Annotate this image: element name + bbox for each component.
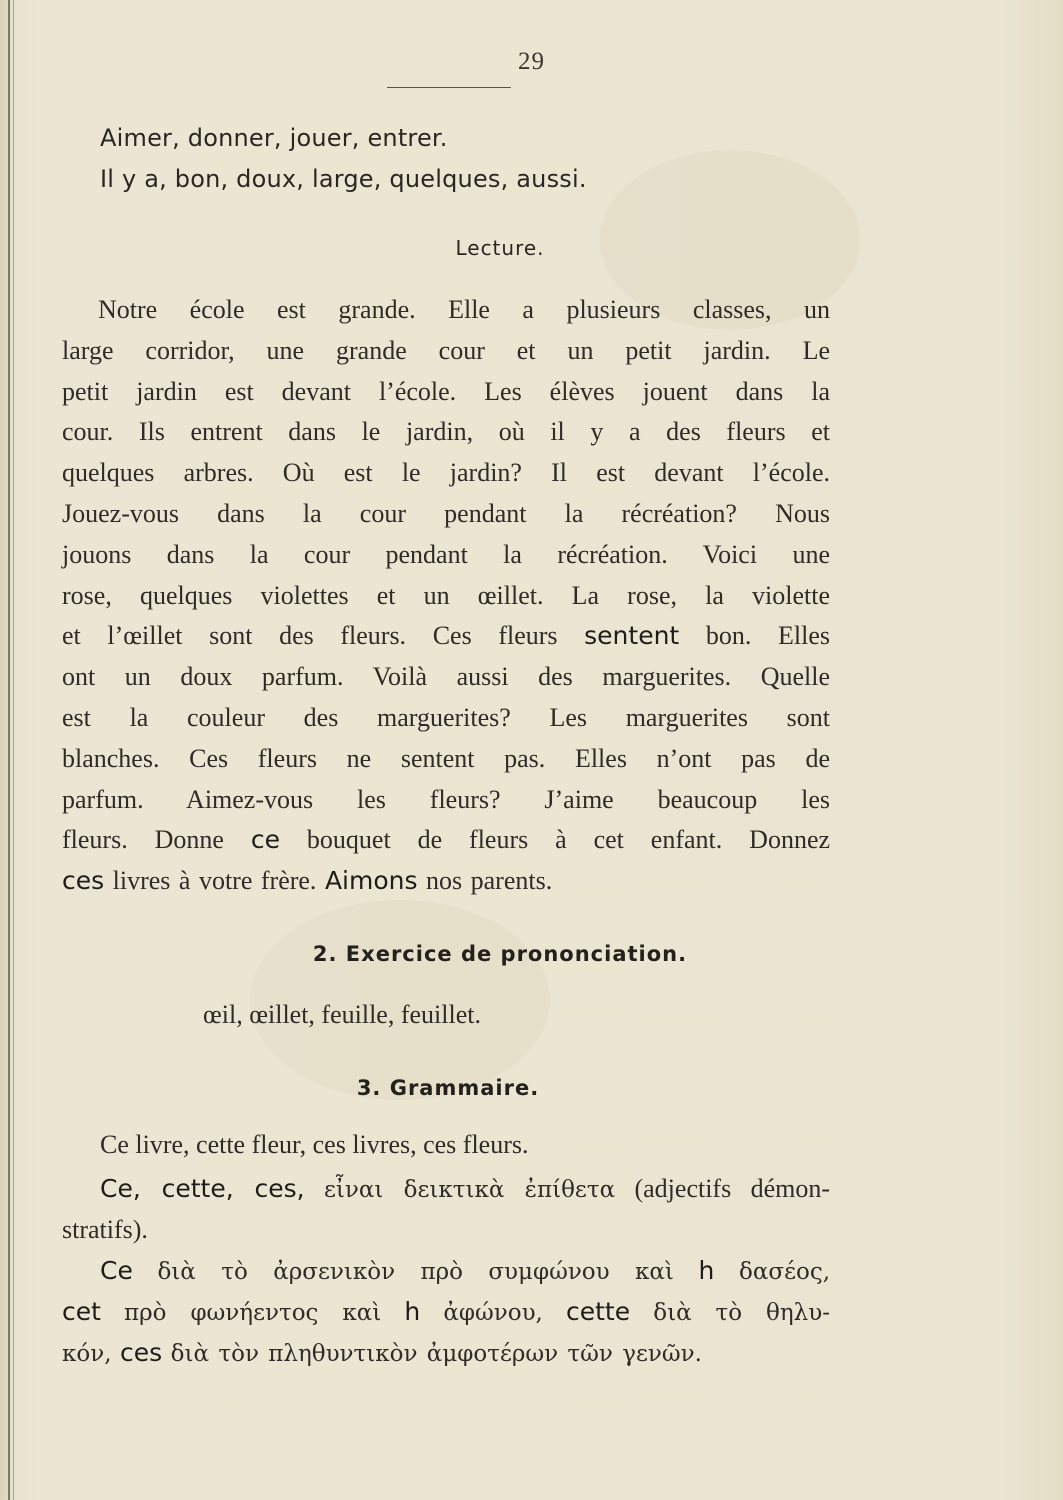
text-segment: bouquet de fleurs à cet enfant. Donnez: [306, 825, 831, 855]
text-line: quelques arbres. Où est le jardin? Il est devant l’école.: [62, 458, 830, 488]
greek-text: διὰ τὸ θηλυ-: [653, 1300, 830, 1326]
text-segment: et l’œillet sont des fleurs. Ces fleurs: [62, 621, 558, 651]
bold-word: sentent: [584, 621, 680, 651]
greek-text: διὰ τὸ ἀρσενικὸν πρὸ συμφώνου καὶ: [157, 1259, 674, 1285]
header-rule: [387, 87, 511, 88]
text-segment: livres à votre frère.: [112, 866, 317, 896]
grammaire-rule-cont2: [62, 1292, 830, 1374]
grammaire-heading: 3. Grammaire.: [356, 1076, 540, 1100]
binding-edge-inner: [13, 0, 14, 1500]
rule-line: [100, 1251, 830, 1292]
lecture-heading: Lecture.: [455, 236, 545, 260]
text-line: cour. Ils entrent dans le jardin, où il y a des fleurs et: [62, 417, 830, 447]
bold-word: ces: [62, 866, 105, 896]
text-line: [62, 861, 830, 902]
text-segment: bon. Elles: [705, 621, 831, 651]
rule-line: [62, 1292, 830, 1333]
page-number: 29: [518, 48, 545, 75]
text-segment: fleurs. Donne: [62, 825, 224, 855]
greek-text: δασέος,: [739, 1259, 831, 1285]
vocab-line-verbs: Aimer, donner, jouer, entrer.: [100, 124, 448, 152]
text-segment: (adjectifs démon-: [634, 1174, 831, 1203]
bold-word: ce: [250, 825, 280, 855]
greek-text: ἀφώνου,: [443, 1300, 543, 1326]
lecture-text: [62, 290, 830, 902]
text-line: Notre école est grande. Elle a plusieurs classes, un: [98, 295, 830, 324]
grammaire-rule: [100, 1169, 830, 1210]
binding-edge: [8, 0, 10, 1500]
text-line: petit jardin est devant l’école. Les élèves jouent dans la: [62, 376, 830, 406]
bold-word: h: [698, 1256, 715, 1285]
grammaire-example: Ce livre, cette fleur, ces livres, ces fleurs.: [100, 1130, 529, 1159]
greek-text: διὰ τὸν πληθυντικὸν ἀμφοτέρων τῶν γενῶν.: [170, 1340, 702, 1367]
text-segment: nos parents.: [426, 866, 553, 896]
text-line: blanches. Ces fleurs ne sentent pas. Elles n’ont pas de: [62, 743, 830, 773]
bold-word: Ce, cette, ces,: [100, 1174, 305, 1203]
greek-text: πρὸ φωνήεντος καὶ: [124, 1300, 382, 1326]
text-line: parfum. Aimez-vous les fleurs? J’aime beaucoup les: [62, 784, 830, 814]
text-line: Jouez-vous dans la cour pendant la récréation? Nous: [62, 498, 830, 528]
bold-word: h: [404, 1297, 421, 1326]
greek-text: κόν,: [62, 1340, 112, 1367]
rule-line-2: stratifs).: [62, 1215, 148, 1244]
bold-word: Aimons: [324, 866, 418, 896]
exercice-heading: 2. Exercice de prononciation.: [312, 942, 688, 966]
bold-word: ces: [120, 1337, 163, 1367]
rule-line: [62, 1333, 830, 1374]
exercice-words: œil, œillet, feuille, feuillet.: [203, 1000, 481, 1029]
text-line: est la couleur des marguerites? Les marguerites sont: [62, 702, 830, 732]
text-line: rose, quelques violettes et un œillet. La rose, la violette: [62, 580, 830, 610]
rule-line: [100, 1169, 830, 1210]
bold-word: cet: [62, 1297, 101, 1326]
vocab-line-words: Il y a, bon, doux, large, quelques, aussi.: [100, 165, 587, 193]
grammaire-rule-cont: [100, 1251, 830, 1292]
text-line: ont un doux parfum. Voilà aussi des marguerites. Quelle: [62, 662, 830, 692]
bold-word: cette: [565, 1297, 631, 1326]
text-line: jouons dans la cour pendant la récréation. Voici une: [62, 539, 830, 569]
text-line: large corridor, une grande cour et un petit jardin. Le: [62, 335, 830, 365]
greek-text: εἶναι δεικτικὰ ἐπίθετα: [323, 1177, 616, 1203]
text-line: [62, 616, 830, 657]
text-line: [62, 820, 830, 861]
bold-word: Ce: [100, 1256, 133, 1285]
